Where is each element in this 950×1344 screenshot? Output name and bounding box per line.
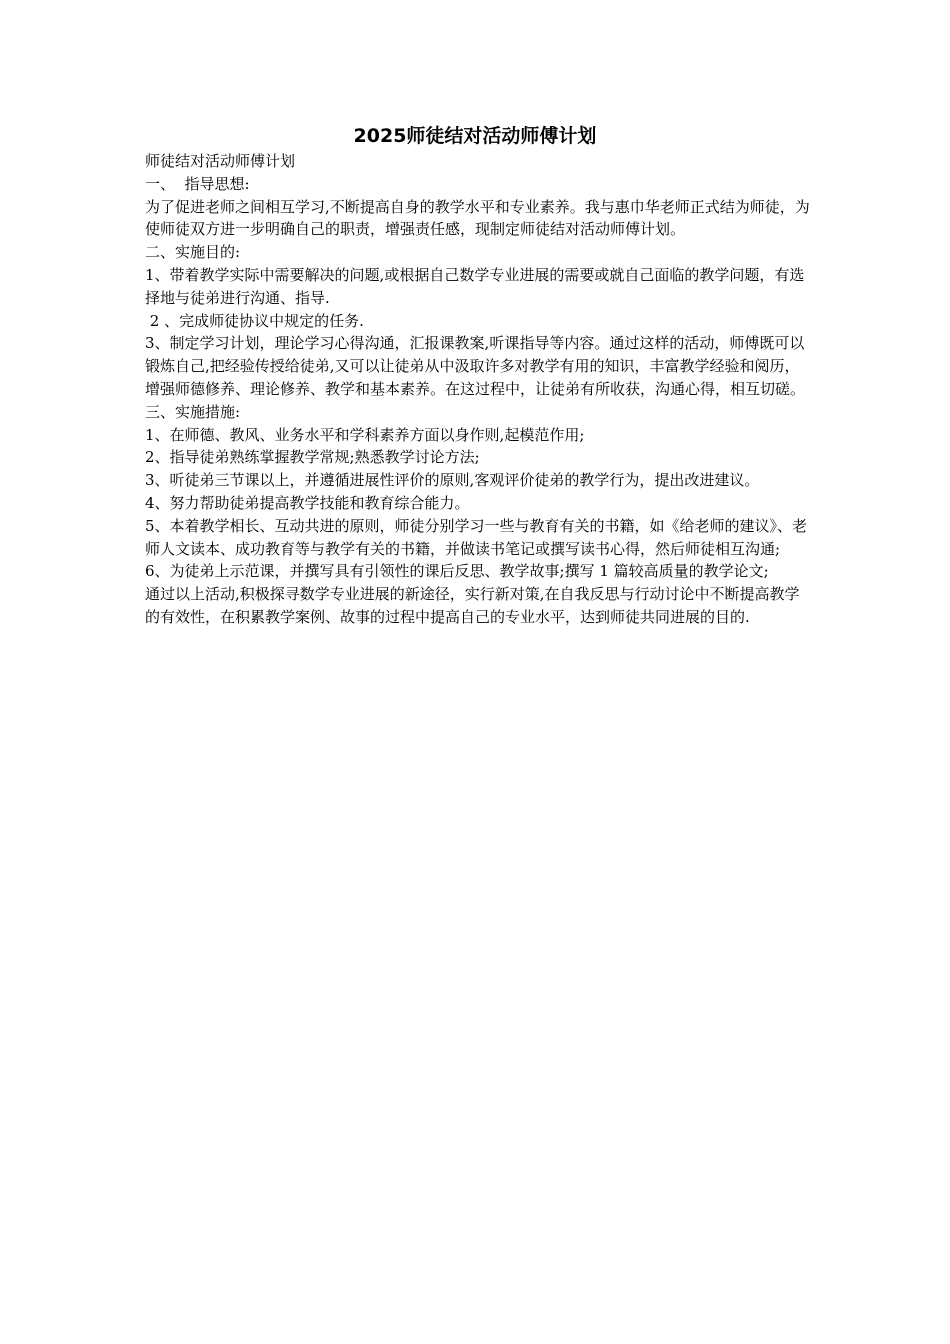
paragraph-purpose-3: 3、制定学习计划，理论学习心得沟通，汇报课教案,听课指导等内容。通过这样的活动，师傅既可以锻炼自己,把经验传授给徒弟,又可以让徒弟从中汲取许多对教学有用的知识，丰富教学经验和阅历，增强师德修养、理论修养、教学和基本素养。在这过程中，让徒弟有所收获，沟通心得，相互切磋。	[145, 334, 806, 398]
paragraph-measure-5: 5、本着教学相长、互动共进的原则，师徒分别学习一些与教育有关的书籍，如《给老师的建议》、老师人文读本、成功教育等与教学有关的书籍，并做读书笔记或撰写读书心得，然后师徒相互沟通;	[145, 516, 808, 558]
paragraph-section-1-heading: 一、 指导思想:	[145, 174, 250, 193]
document-body	[145, 150, 810, 629]
paragraph-guiding-idea: 为了促进老师之间相互学习,不断提高自身的教学水平和专业素养。我与惠巾华老师正式结为师徒，为使师徒双方进一步明确自己的职责，增强责任感，现制定师徒结对活动师傅计划。	[145, 197, 810, 239]
paragraph-measure-2: 2、指导徒弟熟练掌握教学常规;熟悉教学讨论方法;	[145, 448, 480, 467]
paragraph-subtitle: 师徒结对活动师傅计划	[145, 152, 296, 170]
paragraph-measure-4: 4、努力帮助徒弟提高教学技能和教育综合能力。	[145, 493, 470, 512]
paragraph-purpose-1: 1、带着教学实际中需要解决的问题,或根据自己数学专业进展的需要或就自己面临的教学问题，有选择地与徒弟进行沟通、指导.	[145, 265, 805, 307]
paragraph-conclusion: 通过以上活动,积极探寻数学专业进展的新途径，实行新对策,在自我反思与行动讨论中不断提高教学的有效性，在积累教学案例、故事的过程中提高自己的专业水平，达到师徒共同进展的目的.	[145, 585, 800, 626]
paragraph-section-2-heading: 二、实施目的:	[145, 243, 241, 262]
paragraph-measure-3: 3、听徒弟三节课以上，并遵循进展性评价的原则,客观评价徒弟的教学行为，提出改进建议。	[145, 471, 760, 490]
paragraph-measure-6: 6、为徒弟上示范课，并撰写具有引领性的课后反思、教学故事;撰写 1 篇较高质量的教学论文;	[145, 562, 769, 581]
paragraph-section-3-heading: 三、实施措施:	[145, 402, 241, 421]
document-title: 2025师徒结对活动师傅计划	[353, 125, 597, 147]
paragraph-measure-1: 1、在师德、教风、业务水平和学科素养方面以身作则,起模范作用;	[145, 425, 585, 444]
paragraph-purpose-2: 2 、完成师徒协议中规定的任务.	[145, 311, 364, 330]
